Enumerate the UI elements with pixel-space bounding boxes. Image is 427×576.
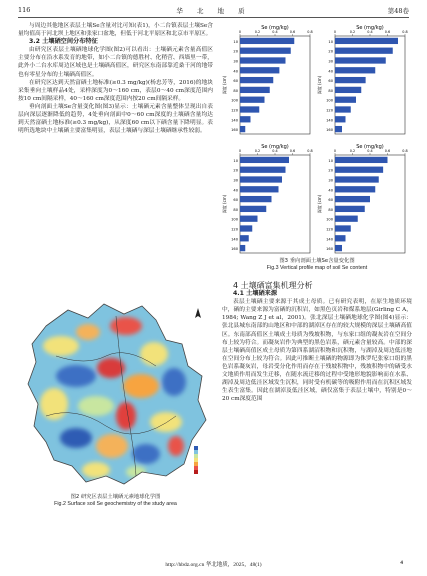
depth-tick-label: 60 <box>328 198 333 203</box>
se-bar <box>240 126 245 132</box>
depth-tick-label: 140 <box>231 118 238 123</box>
depth-tick-label: 120 <box>326 108 333 113</box>
se-bar <box>335 167 383 173</box>
depth-tick-label: 120 <box>231 227 238 232</box>
se-bar <box>240 116 251 122</box>
depth-tick-label: 40 <box>328 188 333 193</box>
se-bar <box>240 57 286 63</box>
se-bar <box>335 126 342 132</box>
se-bar <box>335 67 375 73</box>
depth-tick-label: 80 <box>233 88 238 93</box>
x-tick-label: 0.8 <box>402 30 408 34</box>
se-bar <box>240 97 265 103</box>
paragraph-intro: 与周边其他地区表层土壤Se含量对比可知(表1)，小二台镇表层土壤Se含量均值高于河北坝上地区和张家口盆地，但低于河北平原区和北京市平原区。 <box>18 23 213 38</box>
se-bar <box>335 38 398 44</box>
volume-label: 第48卷 <box>387 7 409 15</box>
x-tick-label: 0.2 <box>254 149 261 153</box>
se-bar <box>335 206 365 212</box>
depth-tick-label: 100 <box>326 98 333 103</box>
se-bar <box>335 87 361 93</box>
x-tick-label: 0 <box>333 30 337 34</box>
se-bar <box>240 167 286 173</box>
figure-3-caption <box>220 258 414 272</box>
x-tick-label: 0.4 <box>367 149 373 153</box>
x-tick-label: 0.4 <box>272 30 278 34</box>
x-tick-label: 0 <box>238 30 242 34</box>
x-tick-label: 0.2 <box>349 30 356 34</box>
depth-tick-label: 100 <box>231 98 238 103</box>
profile-chart-3 <box>222 144 313 253</box>
y-axis-title: 深度 (cm) <box>317 75 322 95</box>
se-bar <box>335 176 379 182</box>
map-legend <box>194 446 198 474</box>
se-bar <box>240 186 279 192</box>
se-bar <box>240 235 249 241</box>
left-column <box>18 22 213 135</box>
se-bar <box>240 87 270 93</box>
page-number: 116 <box>18 6 31 14</box>
x-tick-label: 0 <box>333 149 337 153</box>
se-bar <box>335 48 393 54</box>
se-bar <box>240 106 259 112</box>
se-bar <box>240 225 252 231</box>
x-tick-label: 0.6 <box>289 149 296 153</box>
x-tick-label: 0.4 <box>367 30 373 34</box>
depth-tick-label: 10 <box>233 39 238 44</box>
se-bar <box>240 157 289 163</box>
se-bar <box>335 216 358 222</box>
se-bar <box>240 77 273 83</box>
y-axis-title: 深度 (cm) <box>222 194 227 214</box>
depth-tick-label: 30 <box>233 59 238 64</box>
paragraph-se-source: 表层土壤硒主要来源于其成土母质。已有研究表明，在原生地质环境中，硒的主要来源为富硒的沉积岩，如黑色页岩和煤系地层(Girling C A，1984; Wang Z J et al，2001)。张北深层土壤硒地球化学图(图4)显示：张北县城东南部的山地区和中部的湖淖区存在的较大规模的深层土壤硒高值区。东南部高值区土壤成土母质为残坡积物，与东家口组的凝灰岩在空间分布上较为符合。而凝灰岩作为典型的黑色岩系，硒元素含量较高。中部的深层土壤硒高值区成土母质为第四系湖沼积物和沉积物，与湖淖及周边低洼地在空间分布上较为符合。因此可推断土壤硒的物源即为侏罗纪张家口组的黑色岩系凝灰岩，母岩受分化作用而存在于残坡积物中，残坡积物中的硒受水文地质作用而发生迁移，在随水流迁移的过程中受地形地貌影响而在水系、湖淖及周边低洼区域发生沉积，同时受有机碳等的吸附作用而在沉积区域发生表生富集。因此在湖淖及低洼区域，硒仅富集于表层土壤中，特别是0～20 cm深度范围 <box>222 299 412 403</box>
depth-tick-label: 40 <box>328 69 333 74</box>
se-bar <box>240 176 282 182</box>
x-axis-title: Se (mg/kg) <box>261 25 289 31</box>
se-bar <box>335 116 346 122</box>
se-bar <box>335 245 342 251</box>
depth-tick-label: 80 <box>328 207 333 212</box>
x-tick-label: 0 <box>238 149 242 153</box>
x-tick-label: 0.2 <box>254 30 261 34</box>
depth-tick-label: 100 <box>326 217 333 222</box>
se-bar <box>240 206 266 212</box>
depth-tick-label: 10 <box>328 158 333 163</box>
depth-tick-label: 40 <box>233 188 238 193</box>
se-geochemical-map <box>16 296 215 492</box>
figure-2-caption-en: Fig.2 Surface soil Se geochemistry of the study area <box>54 501 177 507</box>
x-tick-label: 0.8 <box>307 149 313 153</box>
profile-chart-1 <box>222 25 313 134</box>
depth-tick-label: 30 <box>233 178 238 183</box>
se-bar <box>240 245 245 251</box>
x-tick-label: 0.2 <box>349 149 356 153</box>
se-bar <box>335 57 386 63</box>
x-tick-label: 0.6 <box>384 30 391 34</box>
depth-tick-label: 140 <box>231 237 238 242</box>
figure-2-caption-cn: 图2 研究区表层土壤硒元素地球化学图 <box>70 494 161 500</box>
paragraph-sampling: 在研究区达到天然富硒土地标准(≥0.3 mg/kg)(杨忠芳等，2016)的地块采集垂向土壤样品4处，采样深度为0～160 cm，表层0～40 cm深度范围内按10 cm间隔采样，40～160 cm深度范围内按20 cm间隔采样。 <box>18 79 213 102</box>
se-bar <box>335 196 370 202</box>
x-axis-title: Se (mg/kg) <box>261 144 289 150</box>
depth-tick-label: 160 <box>326 128 333 133</box>
section-heading-4-1: 4.1 土壤硒来源 <box>233 290 278 298</box>
footer-citation: http://hbdz.org.cn 华北地质，2025，48(1) <box>165 562 262 568</box>
se-bar <box>335 106 351 112</box>
se-bar <box>335 97 356 103</box>
depth-tick-label: 80 <box>328 88 333 93</box>
depth-tick-label: 160 <box>231 247 238 252</box>
depth-tick-label: 120 <box>231 108 238 113</box>
right-column <box>222 282 412 403</box>
footer-mark: 4 <box>400 560 403 566</box>
y-axis-title: 深度 (cm) <box>317 194 322 214</box>
figure-3-caption-en: Fig.3 Vertical profile map of soil Se content <box>266 265 368 271</box>
depth-tick-label: 160 <box>231 128 238 133</box>
x-axis-title: Se (mg/kg) <box>356 25 384 31</box>
x-tick-label: 0.8 <box>402 149 408 153</box>
depth-tick-label: 140 <box>326 237 333 242</box>
figure-2-caption <box>16 494 215 508</box>
depth-tick-label: 80 <box>233 207 238 212</box>
profile-chart-2 <box>316 25 408 134</box>
se-bar <box>240 67 279 73</box>
profile-chart-4 <box>316 144 408 253</box>
depth-tick-label: 60 <box>233 79 238 84</box>
depth-tick-label: 40 <box>233 69 238 74</box>
depth-tick-label: 120 <box>326 227 333 232</box>
y-axis-title: 深度 (cm) <box>222 75 227 95</box>
north-arrow-icon <box>195 308 201 318</box>
section-heading-4: 4 土壤硒富集机理分析 <box>233 281 313 290</box>
x-tick-label: 0.8 <box>307 30 313 34</box>
depth-tick-label: 20 <box>233 168 238 173</box>
se-bar <box>335 225 351 231</box>
figure-3 <box>222 22 412 268</box>
depth-tick-label: 100 <box>231 217 238 222</box>
x-axis-title: Se (mg/kg) <box>356 144 384 150</box>
se-bar <box>240 196 272 202</box>
vertical-profile-charts <box>222 22 412 268</box>
se-bar <box>335 235 346 241</box>
journal-title: 华 北 地 质 <box>176 7 251 15</box>
se-bar <box>240 38 294 44</box>
depth-tick-label: 10 <box>328 39 333 44</box>
x-tick-label: 0.4 <box>272 149 278 153</box>
se-bar <box>240 216 258 222</box>
depth-tick-label: 30 <box>328 59 333 64</box>
depth-tick-label: 30 <box>328 178 333 183</box>
header-rule <box>18 17 409 18</box>
page-footer <box>0 560 427 568</box>
depth-tick-label: 20 <box>233 49 238 54</box>
se-bar <box>240 48 291 54</box>
x-tick-label: 0.6 <box>289 30 296 34</box>
depth-tick-label: 60 <box>233 198 238 203</box>
paragraph-profile: 垂向剖面土壤Se含量变化图(图3)显示：土壤硒元素含量整体呈现出自表层向深层逐渐降低的趋势，4处垂向剖面中0～60 cm深度的土壤硒含量均达到天然富硒土地标准(≥0.3 mg/kg)，从深度60 cm以下硒含量下降明显。表明所选地块中土壤硒主要富集明显，表层土壤硒与深层土壤硒继承性较弱。 <box>18 103 213 135</box>
depth-tick-label: 60 <box>328 79 333 84</box>
paragraph-distribution: 由研究区表层土壤硒地球化学图(图2)可以看出：土壤硒元素含量高值区主要分布在沿水系发育的地带，如小二台镇的德胜村、化稍营、西墙里一带，此外小二台水库周边区域也是土壤硒高值区，研究区东南部靠近桑干河的地带也有零星分布的土壤硒高值区。 <box>18 47 213 78</box>
depth-tick-label: 140 <box>326 118 333 123</box>
depth-tick-label: 20 <box>328 49 333 54</box>
figure-3-caption-cn: 图3 垂向剖面土壤Se含量变化图 <box>279 258 355 264</box>
depth-tick-label: 160 <box>326 247 333 252</box>
figure-2 <box>16 296 215 492</box>
depth-tick-label: 20 <box>328 168 333 173</box>
x-tick-label: 0.6 <box>384 149 391 153</box>
se-bar <box>335 77 366 83</box>
se-bar <box>335 186 375 192</box>
se-bar <box>335 157 388 163</box>
section-heading-3-2: 3.2 土壤硒空间分布特征 <box>29 38 98 46</box>
depth-tick-label: 10 <box>233 158 238 163</box>
